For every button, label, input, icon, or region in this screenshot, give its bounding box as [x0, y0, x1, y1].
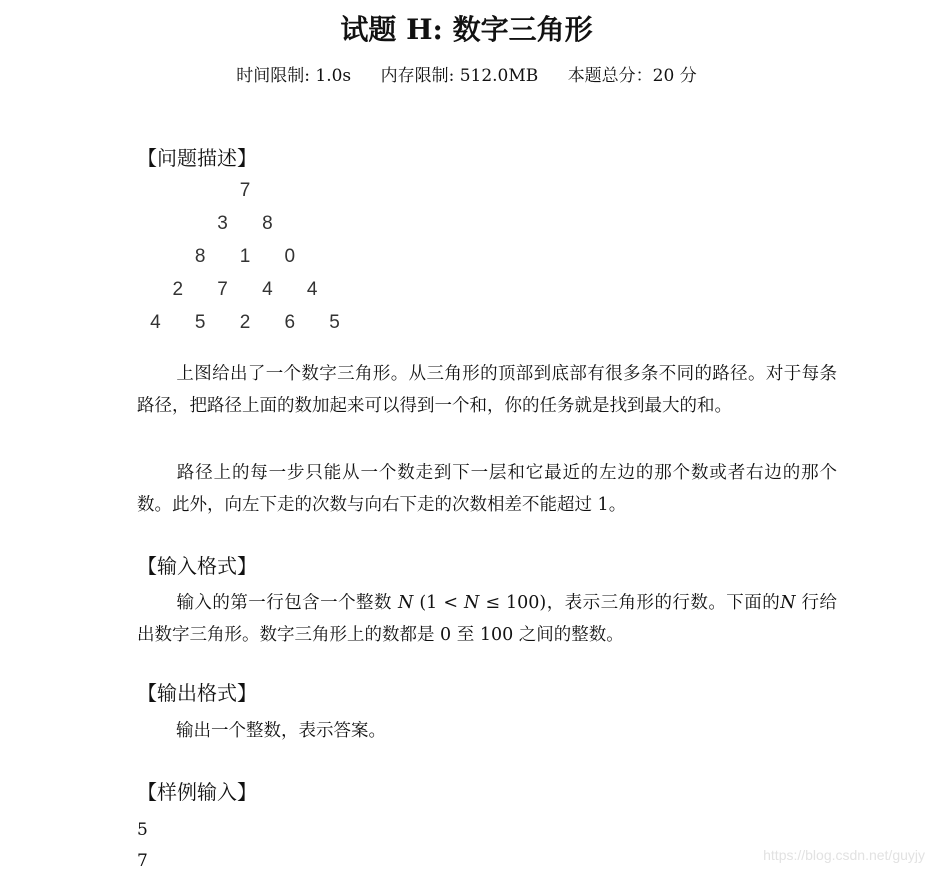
triangle-number: 5: [329, 312, 340, 333]
var-n: N: [780, 593, 796, 613]
text: (1 <: [413, 593, 465, 613]
output-format-paragraph: [137, 716, 837, 748]
triangle-number: 6: [284, 312, 296, 333]
triangle-number: 3: [217, 213, 228, 234]
total-score: 本题总分：20 分: [567, 66, 697, 86]
watermark: https://blog.csdn.net/guyjy: [763, 847, 925, 863]
triangle-number: 8: [262, 213, 273, 234]
description-paragraph-1: [137, 359, 837, 422]
problem-meta: [0, 61, 933, 86]
triangle-number: 4: [262, 279, 273, 300]
description-text-1: 上图给出了一个数字三角形。从三角形的顶部到底部有很多条不同的路径。对于每条路径，把路径上面的数加起来可以得到一个和，你的任务就是找到最大的和。: [137, 364, 837, 416]
text: 输入的第一行包含一个整数: [176, 593, 398, 613]
text: ≤ 100)，表示三角形的行数。下面的: [479, 593, 781, 613]
triangle-number: 7: [239, 180, 251, 201]
triangle-number: 4: [150, 312, 161, 333]
triangle-number: 8: [194, 246, 206, 267]
triangle-number: 2: [239, 312, 251, 333]
triangle-number: 5: [194, 312, 206, 333]
output-text: 输出一个整数，表示答案。: [176, 721, 386, 741]
memory-limit: 内存限制: 512.0MB: [380, 66, 539, 86]
var-n: N: [398, 593, 414, 613]
triangle-number: 2: [172, 279, 184, 300]
heading-sample-input: 【样例输入】: [137, 780, 257, 804]
description-paragraph-2: [137, 458, 837, 521]
heading-output-format: 【输出格式】: [137, 681, 257, 705]
input-format-paragraph: [137, 588, 837, 651]
triangle-number: 0: [284, 246, 296, 267]
triangle-number: 4: [306, 279, 318, 300]
heading-input-format: 【输入格式】: [137, 554, 257, 578]
triangle-number: 1: [239, 246, 251, 267]
description-text-2: 路径上的每一步只能从一个数走到下一层和它最近的左边的那个数或者右边的那个数。此外，向左下走的次数与向右下走的次数相差不能超过 1。: [137, 463, 837, 515]
sample-line: 5: [137, 820, 148, 840]
triangle-number: 7: [217, 279, 228, 300]
heading-description: 【问题描述】: [137, 146, 257, 170]
time-limit: 时间限制: 1.0s: [236, 66, 352, 86]
var-n: N: [464, 593, 480, 613]
sample-line: 7: [137, 851, 148, 871]
page-title: 试题 H: 数字三角形: [340, 13, 593, 46]
text: 行给出数字三角形。数字三角形上的数都是 0 至 100 之间的整数。: [137, 593, 837, 645]
